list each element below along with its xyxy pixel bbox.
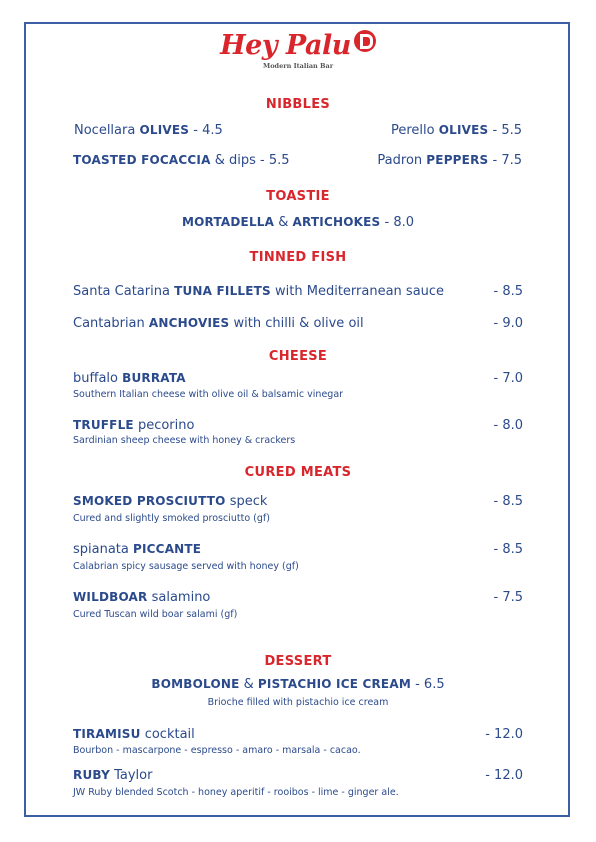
- menu-item-perello-olives: [391, 123, 522, 138]
- item-prefix: spianata: [73, 542, 129, 557]
- menu-item-ruby-taylor: [73, 768, 152, 783]
- item-name: OLIVES: [139, 123, 190, 137]
- logo-mark-icon: [354, 30, 376, 52]
- item-suffix: with Mediterranean sauce: [270, 284, 445, 299]
- item-name: MORTADELLA: [182, 215, 275, 229]
- item-name: PEPPERS: [426, 153, 489, 167]
- section-heading-cheese: CHEESE: [268, 349, 328, 364]
- item-prefix: buffalo: [73, 371, 118, 386]
- item-name: TOASTED FOCACCIA: [73, 153, 211, 167]
- item-price: - 8.5: [493, 284, 523, 299]
- item-price: - 5.5: [488, 123, 522, 138]
- item-price: - 12.0: [485, 768, 523, 783]
- item-price: - 8.0: [380, 215, 414, 230]
- item-description: Cured Tuscan wild boar salami (gf): [73, 609, 238, 620]
- item-name-2: ARTICHOKES: [292, 215, 381, 229]
- section-heading-tinned-fish: TINNED FISH: [249, 250, 347, 265]
- menu-item-spianata-piccante: [73, 542, 201, 557]
- menu-item-anchovies: [73, 316, 364, 331]
- item-price: - 7.5: [488, 153, 522, 168]
- item-description: JW Ruby blended Scotch - honey aperitif - rooibos - lime - ginger ale.: [73, 787, 399, 798]
- item-description: Bourbon - mascarpone - espresso - amaro - marsala - cacao.: [73, 745, 361, 756]
- item-prefix: Nocellara: [74, 123, 136, 138]
- item-price: - 8.0: [493, 418, 523, 433]
- item-price: - 8.5: [493, 494, 523, 509]
- item-suffix: pecorino: [133, 418, 195, 433]
- logo: [0, 30, 596, 75]
- item-suffix: Taylor: [109, 768, 153, 783]
- item-price: - 7.0: [493, 371, 523, 386]
- item-name-2: PISTACHIO ICE CREAM: [257, 677, 411, 691]
- item-suffix: with chilli & olive oil: [229, 316, 364, 331]
- menu-item-smoked-prosciutto: [73, 494, 267, 509]
- menu-item-bombolone: [0, 677, 596, 692]
- item-price: - 4.5: [189, 123, 223, 138]
- item-price: - 9.0: [493, 316, 523, 331]
- logo-name: Hey Palu: [220, 30, 351, 61]
- section-heading-toastie: TOASTIE: [266, 189, 330, 204]
- item-suffix: cocktail: [140, 727, 195, 742]
- menu-item-nocellara-olives: [74, 123, 223, 138]
- item-name: TRUFFLE: [73, 418, 134, 432]
- section-heading-dessert: DESSERT: [264, 654, 332, 669]
- item-description: Brioche filled with pistachio ice cream: [207, 697, 389, 708]
- menu-item-mortadella-artichokes: [0, 215, 596, 230]
- item-description: Calabrian spicy sausage served with honey (gf): [73, 561, 299, 572]
- item-description: Southern Italian cheese with olive oil & balsamic vinegar: [73, 389, 344, 400]
- item-prefix: Cantabrian: [73, 316, 145, 331]
- item-name: TIRAMISU: [73, 727, 141, 741]
- item-name: PICCANTE: [133, 542, 202, 556]
- item-prefix: Perello: [390, 123, 435, 138]
- item-suffix: speck: [225, 494, 268, 509]
- menu-item-padron-peppers: [377, 153, 522, 168]
- section-heading-nibbles: NIBBLES: [265, 97, 331, 112]
- menu-item-toasted-focaccia: [73, 153, 290, 168]
- item-name: TUNA FILLETS: [174, 284, 271, 298]
- item-name: OLIVES: [438, 123, 489, 137]
- menu-item-tuna-fillets: [73, 284, 444, 299]
- item-joiner: &: [274, 215, 293, 230]
- item-suffix: salamino: [147, 590, 211, 605]
- item-joiner: &: [239, 677, 258, 692]
- menu-item-tiramisu-cocktail: [73, 727, 195, 742]
- menu-item-wildboar-salamino: [73, 590, 210, 605]
- item-name: RUBY: [73, 768, 110, 782]
- item-prefix: Santa Catarina: [73, 284, 170, 299]
- menu-item-truffle-pecorino: [73, 418, 194, 433]
- item-price: - 8.5: [493, 542, 523, 557]
- item-price: - 7.5: [493, 590, 523, 605]
- item-name: BOMBOLONE: [151, 677, 240, 691]
- section-heading-cured-meats: CURED MEATS: [244, 465, 352, 480]
- logo-tagline: Modern Italian Bar: [263, 62, 334, 70]
- menu-item-burrata: [73, 371, 186, 386]
- item-price: & dips - 5.5: [210, 153, 290, 168]
- item-description: Sardinian sheep cheese with honey & crackers: [73, 435, 296, 446]
- item-name: BURRATA: [122, 371, 186, 385]
- item-name: SMOKED PROSCIUTTO: [73, 494, 226, 508]
- item-description: Cured and slightly smoked prosciutto (gf): [73, 513, 270, 524]
- item-name: WILDBOAR: [73, 590, 148, 604]
- item-price: - 12.0: [485, 727, 523, 742]
- item-price: - 6.5: [410, 677, 445, 692]
- item-prefix: Padron: [377, 153, 423, 168]
- item-name: ANCHOVIES: [148, 316, 230, 330]
